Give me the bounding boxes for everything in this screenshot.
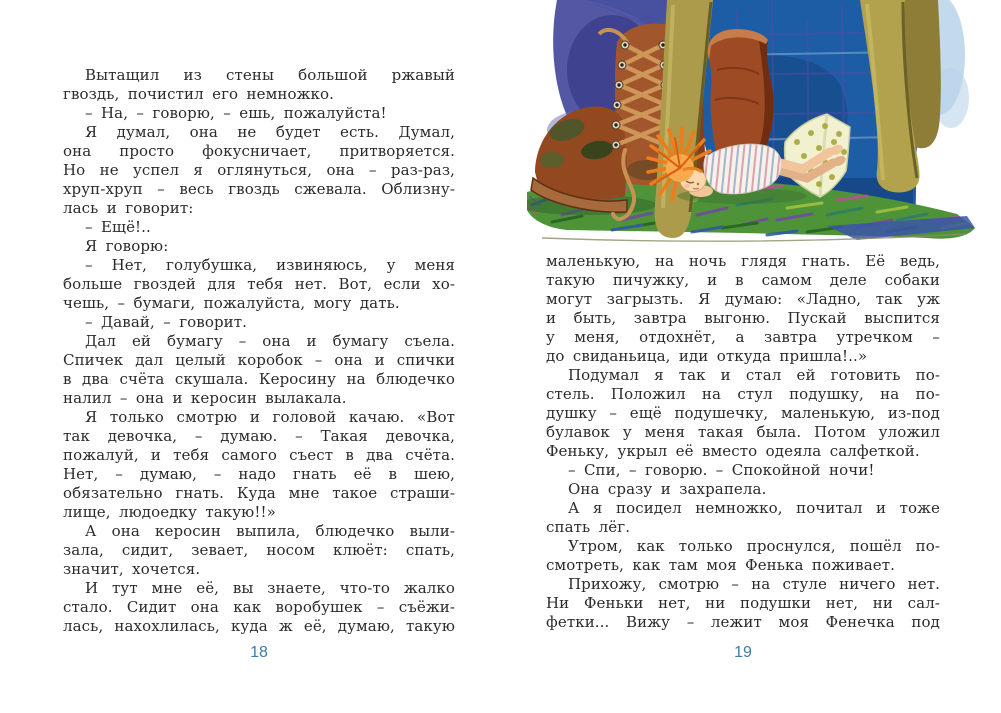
text-line: лище, людоедку такую!!» (63, 503, 276, 521)
text-line: Дал ей бумагу – она и бумагу съела. (85, 332, 455, 350)
text-line: булавок у меня такая была. Потом уложил (546, 423, 940, 441)
text-line: Вытащил из стены большой ржавый (85, 66, 455, 84)
right-page-text-column (546, 252, 940, 632)
text-line: Но не успел я оглянуться, она – раз-раз, (63, 161, 455, 179)
text-line: налил – она и керосин вылакала. (63, 389, 347, 407)
page-number-left: 18 (250, 644, 268, 661)
text-line: могут загрызть. Я думаю: «Ладно, так уж (546, 290, 940, 308)
text-line: Утром, как только проснулся, пошёл по- (568, 537, 940, 555)
text-line: Феньку, укрыл её вместо одеяла салфеткой. (546, 442, 920, 460)
text-line: до свиданьица, иди откуда пришла!..» (546, 347, 868, 365)
text-line: так девочка, – думаю. – Такая девочка, (63, 427, 455, 445)
text-line: Спичек дал целый коробок – она и спички (63, 351, 455, 369)
text-line: Я говорю: (85, 237, 169, 255)
text-line: стало. Сидит она как воробушек – съёжи- (63, 598, 455, 616)
page-number-right: 19 (734, 644, 752, 661)
illustration-fenka-sleeping (527, 0, 1001, 246)
text-line: лась и говорит: (63, 199, 194, 217)
text-line: смотреть, как там моя Фенька поживает. (546, 556, 895, 574)
left-page-text-column (63, 66, 455, 636)
text-line: у меня, отдохнёт, а завтра утречком – (546, 328, 940, 346)
text-line: гвоздь, почистил его немножко. (63, 85, 334, 103)
text-line: больше гвоздей для тебя нет. Вот, если хо- (63, 275, 455, 293)
text-line: – Спи, – говорю. – Спокойной ночи! (568, 461, 875, 479)
text-line: лась, нахохлилась, куда ж её, думаю, такую (63, 617, 455, 635)
text-line: Прихожу, смотрю – на стуле ничего нет. (568, 575, 940, 593)
text-line: спать лёг. (546, 518, 631, 536)
text-line: хруп-хруп – весь гвоздь сжевала. Облизну- (63, 180, 455, 198)
text-line: – Нет, голубушка, извиняюсь, у меня (85, 256, 455, 274)
text-line: зала, сидит, зевает, носом клюёт: спать, (63, 541, 455, 559)
text-line: Подумал я так и стал ей готовить по- (568, 366, 940, 384)
text-line: И тут мне её, вы знаете, что-то жалко (85, 579, 455, 597)
text-line: маленькую, на ночь глядя гнать. Её ведь, (546, 252, 940, 270)
text-line: пожалуй, и тебя самого съест в два счёта. (63, 446, 455, 464)
text-line: – Давай, – говорит. (85, 313, 248, 331)
text-line: Она сразу и захрапела. (568, 480, 767, 498)
text-line: Я думал, она не будет есть. Думал, (85, 123, 455, 141)
text-line: Нет, – думаю, – надо гнать её в шею, (63, 465, 455, 483)
text-line: А я посидел немножко, почитал и тоже (568, 499, 940, 517)
text-line: она просто фокусничает, притворяется. (63, 142, 455, 160)
text-line: чешь, – бумаги, пожалуйста, могу дать. (63, 294, 400, 312)
text-line: Я только смотрю и головой качаю. «Вот (85, 408, 455, 426)
text-line: стель. Положил на стул подушку, на по- (546, 385, 940, 403)
text-line: такую пичужку, и в самом деле собаки (546, 271, 940, 289)
text-line: в два счёта скушала. Керосину на блюдечко (63, 370, 455, 388)
text-line: значит, хочется. (63, 560, 201, 578)
text-line: душку – ещё подушечку, маленькую, из-под (546, 404, 940, 422)
text-line: и быть, завтра выгоню. Пускай выспится (546, 309, 940, 327)
text-line: обязательно гнать. Куда мне такое страши- (63, 484, 455, 502)
text-line: фетки... Вижу – лежит моя Фенечка под (546, 613, 940, 631)
text-line: А она керосин выпила, блюдечко выли- (85, 522, 455, 540)
text-line: – На, – говорю, – ешь, пожалуйста! (85, 104, 387, 122)
text-line: – Ещё!.. (85, 218, 151, 236)
text-line: Ни Феньки нет, ни подушки нет, ни сал- (546, 594, 940, 612)
